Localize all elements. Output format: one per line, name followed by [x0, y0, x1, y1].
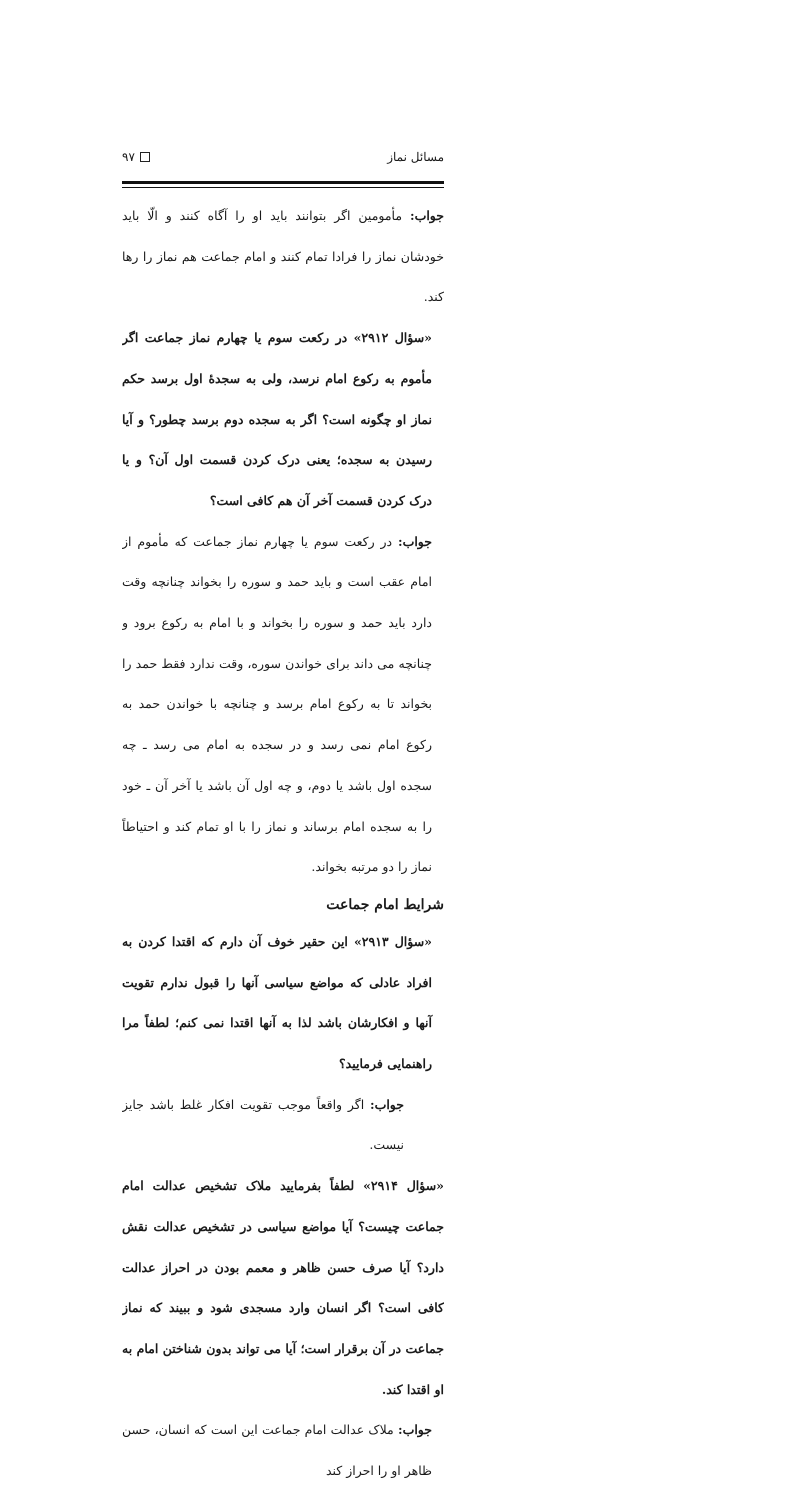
- body-text: [122, 196, 444, 1492]
- page-header: [122, 150, 444, 170]
- answer-label: جواب:: [397, 1422, 432, 1438]
- header-rule-thick: [122, 181, 444, 184]
- question-paragraph: [122, 922, 444, 1085]
- page-number-group: [122, 150, 150, 164]
- running-title: مسائل نماز: [387, 150, 444, 164]
- square-box-icon: [140, 152, 150, 162]
- answer-label: جواب:: [369, 1096, 404, 1112]
- answer-text: ملاک عدالت امام جماعت این است که انسان، حسن ظاهر او را احراز کند: [122, 1422, 432, 1479]
- answer-text: مأمومین اگر بتوانند باید او را آگاه کنند و الّا باید خودشان نماز را فرادا تمام کنند و امام جماعت هم نماز را رها کند.: [122, 208, 444, 305]
- answer-text: اگر واقعاً موجب تقویت افکار غلط باشد جایز نیست.: [122, 1096, 404, 1153]
- question-text: در رکعت سوم یا چهارم نماز جماعت اگر مأموم به رکوع امام نرسد، ولی به سجدهٔ اول برسد حکم نماز او چگونه است؟ اگر به سجده دوم برسد چطور؟ و آیا رسیدن به سجده؛ یعنی درک کردن قسمت اول آن؟ و یا درک کردن قسمت آخر آن هم کافی است؟: [122, 330, 432, 508]
- question-label: «سؤال ۲۹۱۴»: [363, 1178, 444, 1194]
- question-paragraph: [122, 1166, 444, 1410]
- answer-paragraph: [122, 522, 444, 888]
- header-rule-thin: [122, 187, 444, 188]
- question-paragraph: [122, 318, 444, 522]
- answer-label: جواب:: [397, 533, 432, 549]
- section-heading: شرایط امام جماعت: [326, 896, 444, 913]
- question-text: این حقیر خوف آن دارم که اقتدا کردن به افراد عادلی که مواضع سیاسی آنها را قبول ندارم تقویت آنها و افکارشان باشد لذا به آنها اقتدا نمی کنم؛ لطفاً مرا راهنمایی فرمایید؟: [122, 933, 432, 1072]
- question-label: «سؤال ۲۹۱۲»: [353, 330, 432, 346]
- answer-paragraph: [122, 1410, 444, 1491]
- question-label: «سؤال ۲۹۱۳»: [353, 933, 432, 949]
- answer-label: جواب:: [409, 208, 444, 223]
- answer-text: در رکعت سوم یا چهارم نماز جماعت که مأموم از امام عقب است و باید حمد و سوره را بخواند چنانچه وقت دارد باید حمد و سوره را بخواند و با امام به رکوع برود و چنانچه می داند برای خواندن سوره، وقت ندارد فقط حمد را بخواند تا به رکوع امام برسد و چنانچه با خواندن حمد به رکوع امام نمی رسد و در سجده به امام می رسد ـ چه سجده اول باشد یا دوم، و چه اول آن باشد یا آخر آن ـ خود را به سجده امام برساند و نماز را با او تمام کند و احتیاطاً نماز را دو مرتبه بخواند.: [122, 533, 432, 875]
- answer-paragraph: [122, 196, 444, 318]
- page-number: ۹۷: [122, 150, 135, 164]
- question-text: لطفاً بفرمایید ملاک تشخیص عدالت امام جماعت چیست؟ آیا مواضع سیاسی در تشخیص عدالت نقش دارد؟ آیا صرف حسن ظاهر و معمم بودن در احراز عدالت کافی است؟ اگر انسان وارد مسجدی شود و ببیند که نماز جماعت در آن برقرار است؛ آیا می تواند بدون شناختن امام به او اقتدا کند.: [122, 1178, 444, 1397]
- answer-paragraph: [122, 1085, 444, 1166]
